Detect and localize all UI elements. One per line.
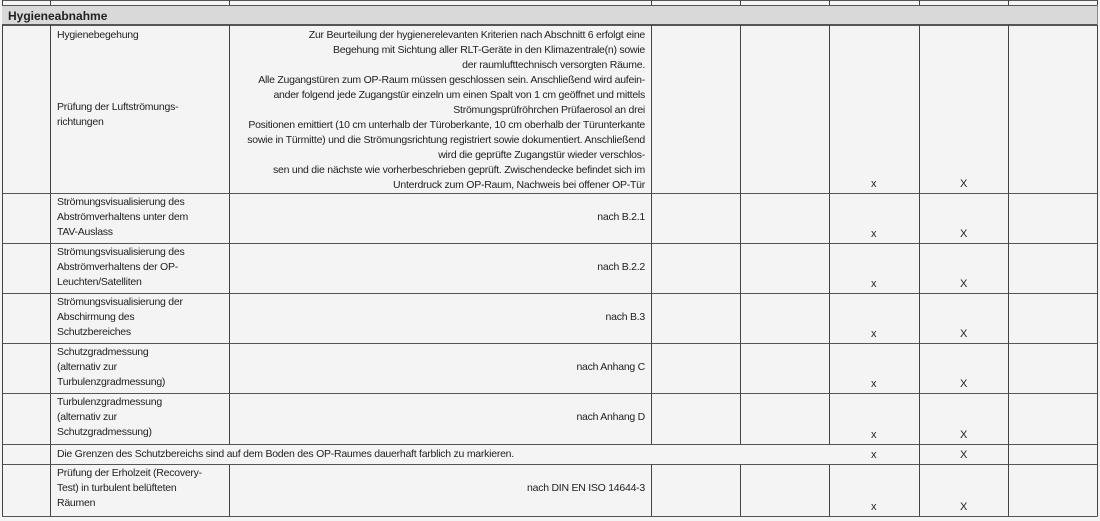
grid-line [229,193,230,243]
item-line: Strömungsvisualisierung des [57,196,185,208]
item-line: Räumen [57,497,96,509]
grid-line [829,464,830,516]
grid-line [50,25,51,193]
description-line: Alle Zugangstüren zum OP-Raum müssen geschlossen sein. Anschließend wird aufein- [258,74,645,86]
grid-line [919,193,920,243]
row-description [232,410,645,425]
description-line: Positionen emittiert (10 cm unterhalb der Türoberkante, 10 cm oberhalb der Türunterkante [248,119,645,131]
grid-line [740,193,741,243]
grid-line [50,293,51,343]
item-line: (alternativ zur [57,411,117,423]
description-line: nach Anhang C [576,361,645,373]
grid-line [919,393,920,444]
grid-line [2,293,1097,294]
grid-line [740,293,741,343]
grid-line [1097,193,1098,243]
item-line: Schutzgradmessung) [57,426,152,438]
item-line: Strömungsvisualisierung des [57,246,185,258]
check-mark: x [871,228,877,240]
check-mark: X [960,228,968,240]
grid-line [1008,25,1009,193]
row-item [57,245,184,290]
description-line: Begehung mit Sichtung aller RLT-Geräte in den Klimazentrale(n) sowie [333,44,645,56]
grid-line [919,464,920,516]
grid-line [919,343,920,393]
row-item [57,295,183,340]
grid-line [651,464,652,516]
row-item [57,345,165,390]
row-description [232,310,645,325]
grid-line [1097,293,1098,343]
item-line: Schutzbereiches [57,326,131,338]
item-line: TAV-Auslass [57,226,113,238]
grid-line [740,464,741,516]
row-description [232,28,645,193]
row-description [232,210,645,225]
grid-line [651,293,652,343]
check-mark: x [871,378,877,390]
check-mark: x [871,278,877,290]
row-description [232,260,645,275]
grid-line [740,343,741,393]
grid-line [829,293,830,343]
grid-line [1097,0,1098,5]
description-line: Zur Beurteilung der hygienerelevanten Kriterien nach Abschnitt 6 erfolgt eine [308,29,645,41]
grid-line [740,25,741,193]
grid-line [2,193,1097,194]
grid-line [2,444,3,464]
grid-line [229,343,230,393]
check-mark: X [960,378,968,390]
grid-line [1008,343,1009,393]
grid-line [1097,25,1098,193]
grid-line [229,293,230,343]
description-line: nach DIN EN ISO 14644-3 [527,482,645,494]
grid-line [651,393,652,444]
grid-line [50,193,51,243]
grid-line [1008,243,1009,293]
description-line: ander folgend jede Zugangstür einzeln um einen Spalt von 1 cm geöffnet und mittels [273,89,645,101]
item-line: Abschirmung des [57,311,135,323]
grid-line [50,444,51,464]
check-mark: x [871,449,877,461]
grid-line [919,243,920,293]
check-mark: x [871,501,877,513]
grid-line [651,0,652,5]
row-description [232,360,645,375]
item-line: Abströmverhaltens unter dem [57,211,188,223]
grid-line [2,25,1097,26]
grid-line [50,0,51,5]
grid-line [50,393,51,444]
grid-line [1097,343,1098,393]
grid-line [1008,444,1009,464]
description-line: der raumlufttechnisch versorgten Räume. [462,59,645,71]
grid-line [651,243,652,293]
grid-line [829,243,830,293]
row-description [232,481,645,496]
check-mark: x [871,178,877,190]
grid-line [50,243,51,293]
grid-line [2,516,1097,517]
description-line: nach B.2.1 [597,211,645,223]
grid-line [229,464,230,516]
grid-line [229,25,230,193]
grid-line [50,343,51,393]
grid-line [740,393,741,444]
grid-line [229,243,230,293]
grid-line [651,193,652,243]
check-mark: X [960,449,968,461]
section-header [2,5,1097,25]
grid-line [50,464,51,516]
grid-line [2,464,1097,465]
grid-line [829,393,830,444]
grid-line [919,293,920,343]
description-line: sowie in Türmitte) und die Strömungsrichtung registriert sowie dokumentiert. Anschließend [247,134,645,146]
check-mark: X [960,328,968,340]
item-line: Abströmverhaltens der OP- [57,261,178,273]
row-note: Die Grenzen des Schutzbereichs sind auf dem Boden des OP-Raumes dauerhaft farblich zu markieren. [57,448,514,460]
description-line: wird die geprüfte Zugangstür wieder verschlos- [438,149,645,161]
item-line: (alternativ zur [57,361,117,373]
grid-line [2,243,3,293]
grid-line [740,0,741,5]
grid-line [1008,293,1009,343]
row-item [57,100,178,130]
grid-line [1008,464,1009,516]
check-mark: X [960,278,968,290]
grid-line [2,0,1097,1]
grid-line [2,343,3,393]
check-mark: X [960,501,968,513]
grid-line [829,25,830,193]
description-line: Unterdruck zum OP-Raum, Nachweis bei offener OP-Tür [393,179,645,191]
grid-line [919,0,920,5]
grid-line [2,393,1097,394]
grid-line [919,25,920,193]
grid-line [829,0,830,5]
check-mark: X [960,429,968,441]
grid-line [2,343,1097,344]
item-line: Turbulenzgradmessung [57,396,162,408]
grid-line [2,464,3,516]
item-line: Test) in turbulent belüfteten [57,482,177,494]
row-item: Hygienebegehung [57,29,139,41]
item-line: Schutzgradmessung [57,346,149,358]
item-line: Strömungsvisualisierung der [57,296,183,308]
description-line: nach Anhang D [576,411,645,423]
grid-line [2,243,1097,244]
grid-line [1097,444,1098,464]
grid-line [229,0,230,5]
check-mark: X [960,178,968,190]
grid-line [919,444,920,464]
item-line: Prüfung der Luftströmungs- [57,101,179,113]
grid-line [2,0,3,5]
grid-line [1097,464,1098,516]
grid-line [2,293,3,343]
grid-line [1008,393,1009,444]
description-line: sen und die nächste wie vorherbeschrieben geprüft. Zwischendecke befindet sich im [273,164,645,176]
grid-line [1008,193,1009,243]
grid-line [1097,243,1098,293]
item-line: Prüfung der Erholzeit (Recovery- [57,467,202,479]
item-line: Turbulenzgradmessung) [57,376,166,388]
item-line: Leuchten/Satelliten [57,276,142,288]
grid-line [2,193,3,243]
item-line: richtungen [57,116,104,128]
check-mark: x [871,429,877,441]
row-item [57,195,188,240]
section-title: Hygieneabnahme [8,9,108,23]
description-line: nach B.3 [605,311,645,323]
check-mark: x [871,328,877,340]
row-item [57,466,202,511]
grid-line [229,393,230,444]
grid-line [829,193,830,243]
grid-line [740,243,741,293]
grid-line [651,343,652,393]
grid-line [2,25,3,193]
description-line: nach B.2.2 [597,261,645,273]
row-item [57,395,162,440]
grid-line [2,444,1097,445]
grid-line [1008,0,1009,5]
grid-line [2,393,3,444]
grid-line [651,25,652,193]
description-line: Strömungsprüfröhrchen Prüfaerosol an drei [453,104,645,116]
grid-line [829,343,830,393]
grid-line [1097,393,1098,444]
